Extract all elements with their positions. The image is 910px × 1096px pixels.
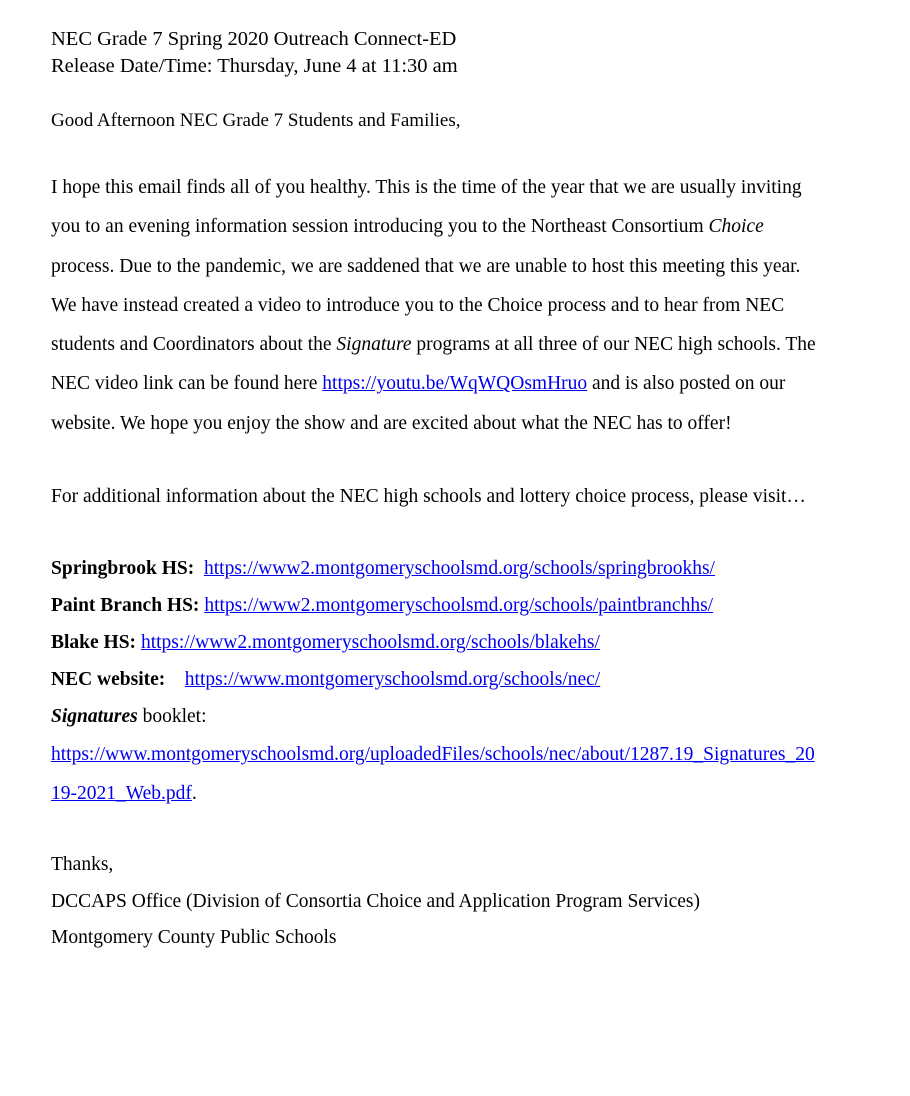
body-segment-2: process. Due to the pandemic, we are saddened that we are unable to host this meeting this year. We have instead created a video to introduce you to the Choice process and to hear from NEC students and Coordinators about the: [51, 255, 801, 356]
body-segment-1: I hope this email finds all of you healthy. This is the time of the year that we are usually inviting you to an evening information session introducing you to the Northeast Consortium: [51, 176, 802, 238]
list-item: [51, 587, 841, 624]
paint-branch-label: Paint Branch HS:: [51, 595, 200, 617]
additional-info-paragraph: For additional information about the NEC high schools and lottery choice process, please visit…: [51, 486, 806, 508]
italic-signature: Signature: [336, 334, 412, 356]
blake-link[interactable]: https://www2.montgomeryschoolsmd.org/schools/blakehs/: [140, 632, 600, 654]
salutation: Good Afternoon NEC Grade 7 Students and Families,: [51, 110, 461, 132]
booklet-suffix: booklet:: [137, 706, 207, 728]
nec-website-spacer: [165, 669, 185, 690]
header-title-line: NEC Grade 7 Spring 2020 Outreach Connect-ED: [51, 28, 457, 50]
paint-branch-link[interactable]: https://www2.montgomeryschoolsmd.org/schools/paintbranchhs/: [204, 595, 714, 617]
nec-website-label: NEC website:: [51, 669, 166, 691]
video-link[interactable]: https://youtu.be/WqWQOsmHruo: [322, 373, 588, 395]
springbrook-spacer: [194, 558, 204, 579]
blake-label: Blake HS:: [51, 632, 137, 654]
springbrook-label: Springbrook HS:: [51, 558, 195, 580]
booklet-pdf-row: [51, 735, 823, 813]
spacer-before-closing: [51, 813, 850, 847]
body-segment-3: programs at all three of our NEC high schools. The NEC video link can be found here: [51, 334, 816, 395]
list-item: [51, 550, 841, 587]
list-item: [51, 624, 841, 661]
italic-choice: Choice: [708, 216, 764, 238]
school-links-list: [51, 550, 841, 735]
list-item: [51, 661, 841, 698]
signatures-booklet-link[interactable]: https://www.montgomeryschoolsmd.org/uploadedFiles/schools/nec/about/1287.19_Signatures_2019-2021_Web.pdf: [51, 744, 815, 805]
spacer-after-body: [51, 443, 850, 477]
signatures-booklet-name: Signatures: [51, 706, 138, 728]
closing-office: DCCAPS Office (Division of Consortia Choice and Application Program Services): [51, 890, 701, 912]
body-segment-4: and is also posted on our website. We hope you enjoy the show and are excited about what the NEC has to offer!: [51, 373, 786, 434]
closing-district: Montgomery County Public Schools: [51, 927, 337, 949]
spacer-before-links: [51, 516, 850, 550]
closing-thanks: Thanks,: [51, 854, 114, 876]
document-header: [51, 26, 850, 79]
springbrook-link[interactable]: https://www2.montgomeryschoolsmd.org/schools/springbrookhs/: [203, 558, 715, 580]
closing-block: [51, 847, 850, 957]
spacer-after-salutation: [51, 134, 850, 168]
booklet-label-row: [51, 698, 841, 735]
booklet-trailing-period: .: [191, 783, 197, 805]
body-paragraph: [51, 168, 823, 443]
spacer-after-header: [51, 79, 850, 109]
nec-website-link[interactable]: https://www.montgomeryschoolsmd.org/schools/nec/: [184, 669, 601, 691]
header-release-line: Release Date/Time: Thursday, June 4 at 11:30 am: [51, 54, 458, 77]
